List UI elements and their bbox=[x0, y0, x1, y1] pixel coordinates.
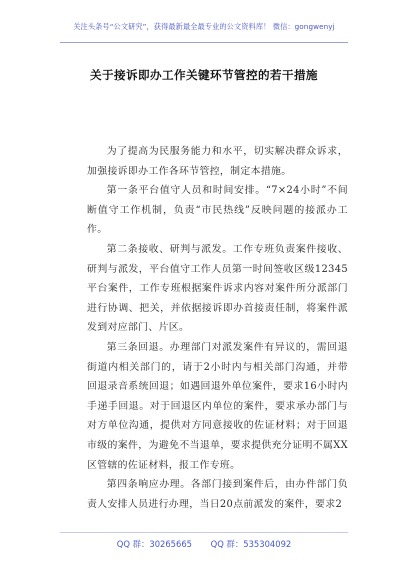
paragraph-article-2: 第二条接收、研判与派发。工作专班负责案件接收、研判与派发，平台值守工作人员第一时间签收区级12345平台案件，工作专班根据案件诉求内容对案件所分派部门进行协调、把关，并依据接诉即办首接责任制，将案件派发到对应部门、片区。 bbox=[87, 243, 348, 334]
paragraph-article-3: 第三条回退。办理部门对派发案件有异议的，需回退街道内相关部门的，请于2小时内与相关部门沟通，并带回退录音系统回退；如遇回退外单位案件，要求16小时内手递手回退。对于回退区内单位的案件，要求承办部门与对方单位沟通，提供对方同意接收的佐证材料；对于回退市级的案件，为避免不当退单，要求提供充分证明不属XX区管辖的佐证材料，报工作专班。 bbox=[87, 341, 348, 471]
footer-divider bbox=[60, 532, 348, 533]
qq-group-2: QQ 群：535304092 bbox=[210, 539, 292, 549]
promo-header: 关注头条号“公文研究”，获得最新最全最专业的公文资料库！ 微信：gongwenyj bbox=[73, 22, 335, 31]
document-body bbox=[87, 142, 348, 514]
paragraph-article-1: 第一条平台值守人员和时间安排。“7×24小时”不间断值守工作机制，负责“市民热线”反映问题的接派办工作。 bbox=[87, 185, 348, 236]
paragraph-intro: 为了提高为民服务能力和水平，切实解决群众诉求，加强接诉即办工作各环节管控，制定本措施。 bbox=[87, 146, 348, 177]
qq-group-1: QQ 群：30265665 bbox=[116, 539, 192, 549]
header-divider bbox=[60, 42, 348, 43]
footer bbox=[0, 538, 408, 550]
document-title: 关于接诉即办工作关键环节管控的若干措施 bbox=[90, 68, 318, 82]
paragraph-article-4: 第四条响应办理。各部门接到案件后，由办件部门负责人安排人员进行办理，当日20点前派发的案件，要求2 bbox=[87, 479, 348, 510]
